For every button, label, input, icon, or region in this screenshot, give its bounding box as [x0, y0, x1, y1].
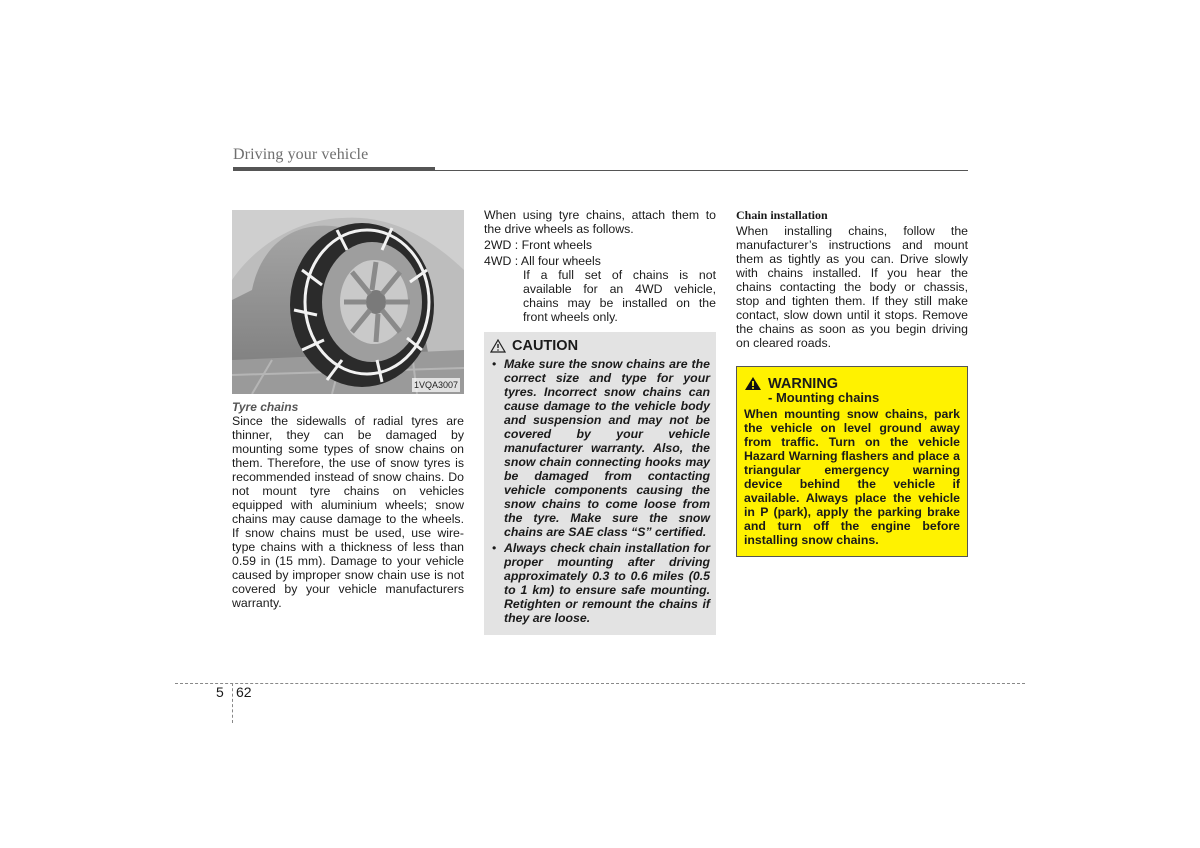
tyre-chain-photo [232, 210, 464, 394]
page-number: 62 [236, 684, 252, 700]
drive-2wd-line: 2WD : Front wheels [484, 238, 592, 252]
caution-item: • Make sure the snow chains are the correct size and type for your tyres. Incorrect snow chains can cause damage to the vehicle body and suspension and may not be covered by your vehicle manufacturer warranty. Also, the snow chain connecting hooks may be damaged from contacting vehicle components causing the snow chains to come loose from the tyre. Make sure the snow chains are SAE class “S” certified. [490, 357, 710, 539]
caution-triangle-icon [490, 339, 506, 353]
image-code: 1VQA3007 [413, 380, 458, 390]
tyre-chains-paragraph: Since the sidewalls of radial tyres are thinner, they can be damaged by mounting some types of snow chains on them. Therefore, the use of snow tyres is recommended instead of snow chains. Do not mount tyre chains on vehicles equipped with aluminium wheels; snow chains may cause damage to the wheels. If snow chains must be used, use wire-type chains with a thickness of less than 0.59 in (15 mm). Damage to your vehicle caused by improper snow chain use is not covered by your vehicle manufacturers warranty. [232, 414, 464, 610]
chain-installation-heading: Chain installation [736, 208, 828, 222]
column-middle [484, 206, 716, 635]
column-left [232, 206, 464, 610]
caution-item: • Always check chain installation for proper mounting after driving approximately 0.3 to 0.6 miles (0.5 to 1 km) to ensure safe mounting. Retighten or remount the chains if they are loose. [490, 541, 710, 625]
tyre-chain-illustration [232, 210, 464, 394]
caution-list [490, 357, 710, 625]
warning-triangle-icon [744, 376, 762, 391]
footer-divider [232, 683, 233, 723]
caution-box [484, 332, 716, 635]
chain-installation-paragraph: When installing chains, follow the manufacturer’s instructions and mount them as tightly as you can. Drive slowly with chains installed. If you hear the chains contacting the body or chassis, stop and tighten them. If they still make contact, slow down until it stops. Remove the chains as soon as you begin driving on cleared roads. [736, 224, 968, 350]
warning-body: When mounting snow chains, park the vehicle on level ground away from traffic. Turn on the vehicle Hazard Warning flashers and place a triangular emergency warning device behind the vehicle if available. Always place the vehicle in P (park), apply the parking brake and turn off the engine before installing snow chains. [744, 407, 960, 547]
caution-title: CAUTION [512, 338, 579, 354]
warning-box [736, 366, 968, 557]
drive-4wd-line: 4WD : All four wheels [484, 254, 601, 268]
drive-4wd-note: If a full set of chains is not available for an 4WD vehicle, chains may be installed on the front wheels only. [523, 268, 716, 324]
figure-caption: Tyre chains [232, 400, 299, 414]
column-right [736, 206, 968, 557]
header-rule [233, 170, 968, 171]
intro-paragraph: When using tyre chains, attach them to the drive wheels as follows. [484, 208, 716, 236]
section-number: 5 [216, 684, 224, 700]
footer-rule [175, 683, 1025, 684]
caution-header [490, 339, 710, 353]
warning-title: WARNING [768, 375, 839, 392]
warning-header [744, 376, 960, 391]
page-header-title: Driving your vehicle [233, 146, 369, 163]
warning-subtitle: - Mounting chains [768, 390, 880, 405]
